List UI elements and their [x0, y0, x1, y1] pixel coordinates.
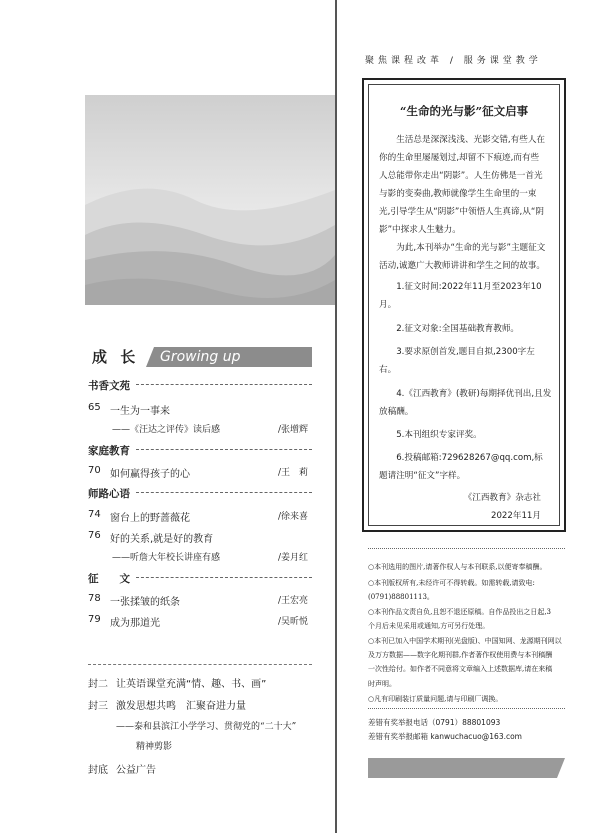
info-line: 时声明。 [368, 680, 396, 688]
dash-line [136, 449, 312, 450]
section-header-growing-up [88, 347, 312, 367]
toc-page: 76 [88, 530, 101, 541]
toc-title[interactable]: 窗台上的野蔷薇花 [110, 513, 190, 524]
toc-subtitle: ——《汪达之评传》读后感 [112, 425, 221, 435]
notice-date: 2022年11月 [491, 511, 541, 521]
cover-label: 封底 [88, 765, 108, 776]
notice-line: 右。 [379, 365, 397, 375]
info-line: ○凡有印刷装订质量问题,请与印刷厂调换。 [368, 695, 503, 703]
notice-line: 6.投稿邮箱:729628267@qq.com,标 [379, 453, 543, 463]
toc-subtitle: ——听詹大年校长讲座有感 [112, 553, 221, 563]
toc-author: /王宏亮 [278, 596, 309, 606]
toc-author: /吴昕悦 [278, 617, 309, 627]
toc-title[interactable]: 成为那道光 [110, 618, 160, 629]
notice-signature: 《江西教育》杂志社 [463, 493, 541, 503]
dash-separator [88, 664, 312, 665]
notice-line: 人总能带你走出“阴影”。人生仿佛是一首光 [379, 171, 543, 181]
info-line: 一次性给付。如作者不同意将文章编入上述数据库,请在来稿 [368, 665, 553, 673]
cover-subtitle: 精神剪影 [136, 742, 173, 752]
toc-title[interactable]: 一张揉皱的纸条 [110, 597, 180, 608]
notice-line: 生活总是深深浅浅、光影交错,有些人在 [379, 135, 546, 145]
info-line: ○本刊选用的图片,请著作权人与本刊联系,以便寄奉稿酬。 [368, 563, 547, 571]
ink-landscape-illustration [85, 95, 335, 305]
dash-line [136, 492, 312, 493]
dotted-separator [368, 708, 565, 709]
info-line: ○本刊作品文责自负,且恕不退还原稿。自作品投出之日起,3 [368, 608, 552, 616]
notice-line: 光,引导学生从“阴影”中领悟人生真谛,从“阴 [379, 207, 544, 217]
info-line: ○本刊版权所有,未经许可不得转载。如需转载,请致电: [368, 579, 535, 587]
notice-title: “生命的光与影”征文启事 [399, 104, 529, 118]
dash-line [136, 384, 312, 385]
toc-page: 74 [88, 509, 101, 520]
notice-inner-border [368, 84, 560, 526]
toc-page: 70 [88, 465, 101, 476]
toc-author: /张增辉 [278, 425, 309, 435]
cover-title[interactable]: 公益广告 [116, 765, 156, 776]
toc-title[interactable]: 好的关系,就是好的教育 [110, 534, 214, 545]
notice-line: 月。 [379, 300, 397, 310]
toc-author: /王 莉 [278, 468, 309, 478]
error-report-email[interactable]: 差错有奖举报邮箱 kanwuchacuo@163.com [368, 732, 522, 741]
cover-label: 封二 [88, 679, 108, 690]
cover-subtitle: ——泰和县滨江小学学习、贯彻党的“二十大” [116, 722, 297, 732]
info-line: (0791)88801113。 [368, 593, 434, 601]
toc-section: 征 文 [88, 573, 130, 585]
info-line: ○本刊已加入中国学术期刊(光盘版)、中国知网、龙源期刊网以 [368, 637, 562, 645]
notice-line: 活动,诚邀广大教师讲讲和学生之间的故事。 [379, 261, 546, 271]
error-report-phone: 差错有奖举报电话（0791）88801093 [368, 718, 501, 727]
info-line: 及万方数据——数字化期刊群,作者著作权使用费与本刊稿酬 [368, 651, 553, 659]
info-line: 个月后未见采用或通知,方可另行处理。 [368, 622, 490, 630]
toc-title[interactable]: 一生为一事来 [110, 406, 170, 417]
cover-title[interactable]: 激发思想共鸣 汇聚奋进力量 [116, 701, 246, 712]
notice-line: 5.本刊组织专家评奖。 [379, 430, 482, 440]
section-title-cn: 成 长 [92, 348, 140, 366]
dash-line [136, 577, 312, 578]
page-spine [335, 0, 337, 833]
essay-contest-notice [362, 78, 566, 532]
toc-section: 家庭教育 [88, 445, 130, 457]
toc-page: 79 [88, 614, 101, 625]
toc-section: 师路心语 [88, 488, 130, 500]
notice-line: 2.征文对象:全国基础教育教师。 [379, 324, 520, 334]
notice-line: 3.要求原创首发,题目自拟,2300字左 [379, 347, 535, 357]
toc-title[interactable]: 如何赢得孩子的心 [110, 469, 190, 480]
dotted-separator [368, 548, 565, 549]
notice-line: 为此,本刊举办“生命的光与影”主题征文 [379, 243, 546, 253]
notice-line: 1.征文时间:2022年11月至2023年10 [379, 282, 542, 292]
decorative-gray-bar [368, 758, 565, 778]
toc-section: 书香文苑 [88, 380, 130, 392]
toc-page: 78 [88, 593, 101, 604]
notice-line: 你的生命里屡屡划过,却留不下痕迹,而有些 [379, 153, 540, 163]
page-strapline: 聚焦课程改革 / 服务课堂教学 [365, 56, 542, 66]
notice-line: 影”中探求人生魅力。 [379, 225, 461, 235]
notice-line: 与影的变奏曲,教师就像学生生命里的一束 [379, 189, 537, 199]
notice-line: 4.《江西教育》(教研)每期择优刊出,且发 [379, 389, 552, 399]
toc-author: /姜月红 [278, 553, 309, 563]
notice-line: 题请注明“征文”字样。 [379, 471, 466, 481]
section-title-en: Growing up [160, 349, 241, 365]
cover-title[interactable]: 让英语课堂充满“情、趣、书、画” [116, 679, 267, 690]
toc-author: /徐来喜 [278, 512, 309, 522]
toc-page: 65 [88, 402, 101, 413]
notice-line: 放稿酬。 [379, 407, 414, 417]
cover-label: 封三 [88, 701, 108, 712]
